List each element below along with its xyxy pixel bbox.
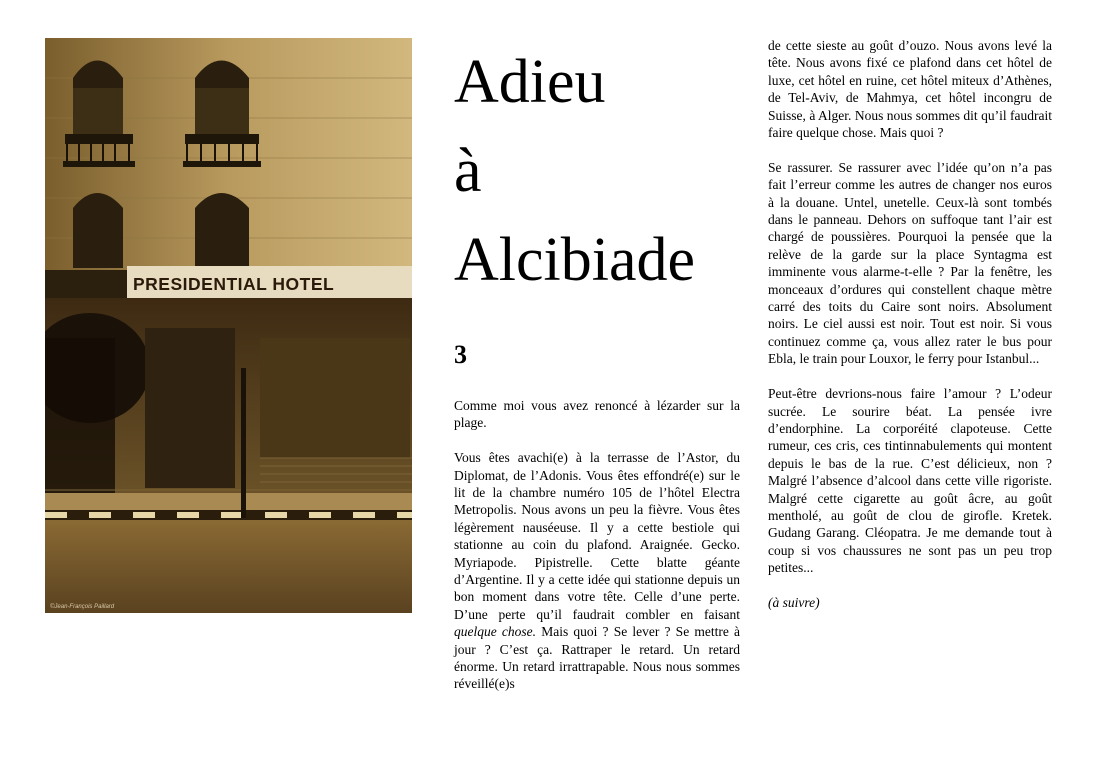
text-run: Mais quoi ? Se lever ? Se mettre à jour ? C’est ça. Rattraper le retard. Un retard énorme. Un retard irrattrapable. Nous nous sommes réveillé(e)s (454, 624, 740, 692)
footer-text: (à suivre) (768, 594, 820, 610)
paragraph (454, 449, 740, 693)
hotel-photo-image (45, 38, 412, 613)
title-line-3: Alcibiade (454, 226, 696, 294)
paragraph: Se rassurer. Se rassurer avec l’idée qu’on n’a pas fait l’erreur comme les autres de changer nos euros à la douane. Untel, unetelle. Ceux-là sont tombés dans le panneau. Dehors on suffoque tant l’air est chargé de poussières. Pourquoi la pensée que la relève de la garde sur la place Syntagma est imminente vous alarme-t-elle ? Par la fenêtre, les monceaux d’ordures qui constellent chaque mètre carré des toits du Caire sont noirs. Absolument noirs. Le ciel aussi est noir. Tout est noir. Si vous continuez comme ça, vous allez rater le bus pour Ebla, le train pour Louxor, le ferry pour Istanbul... (768, 159, 1052, 367)
paragraph: Comme moi vous avez renoncé à lézarder sur la plage. (454, 398, 740, 431)
paragraph: Peut-être devrions-nous faire l’amour ? L’odeur sucrée. Le sourire béat. La pensée ivre d’endorphine. La corporéité clapoteuse. Cette rumeur, ces cris, ces tintinnabulements qui montent depuis le bas de la rue. C’est délicieux, non ? Malgré l’absence d’alcool dans cette ville rigoriste. Malgré cette cigarette au goût âcre, au goût mentholé, au goût de clou de girofle. Kretek. Gudang Garang. Cléopatra. Je me demande tout à coup si vos chaussures ne sont pas un peu trop petites... (768, 386, 1052, 576)
title-line-1: Adieu (454, 48, 606, 116)
text-run: Vous êtes avachi(e) à la terrasse de l’Astor, du Diplomat, de l’Adonis. Vous êtes effondré(e) sur le lit de la chambre numéro 105 de l’hôtel Electra Metropolis. Nous avons un peu la fièvre. Vous êtes légèrement nauséeuse. Il y a cette bestiole qui stationne au coin du plafond. Araignée. Gecko. Myriapode. Pipistrelle. Cette blatte géante d’Argentine. Il y a cette idée qui stationne depuis un bon moment dans votre tête. Celle d’une perte. D’une perte qu’il faudrait combler en faisant (454, 450, 740, 622)
title-line-2: à (454, 137, 482, 205)
to-be-continued (768, 594, 1052, 611)
text-column-1 (454, 397, 740, 710)
paragraph: de cette sieste au goût d’ouzo. Nous avons levé la tête. Nous avons fixé ce plafond dans cet hôtel de luxe, cet hôtel en ruine, cet hôtel miteux d’Athènes, de Tel-Aviv, de Mahmya, cet hôtel incongru de Suisse, à Alger. Nous nous sommes dit qu’il faudrait faire quelque chose. Mais quoi ? (768, 38, 1052, 141)
hotel-photo (45, 38, 412, 613)
article-title (454, 38, 754, 305)
chapter-number: 3 (454, 340, 467, 369)
photo-sign-text: PRESIDENTIAL HOTEL (133, 274, 335, 294)
photo-credit: ©Jean-François Paillard (50, 604, 115, 610)
text-column-2 (768, 37, 1052, 629)
emphasis-text: quelque chose. (454, 624, 537, 640)
